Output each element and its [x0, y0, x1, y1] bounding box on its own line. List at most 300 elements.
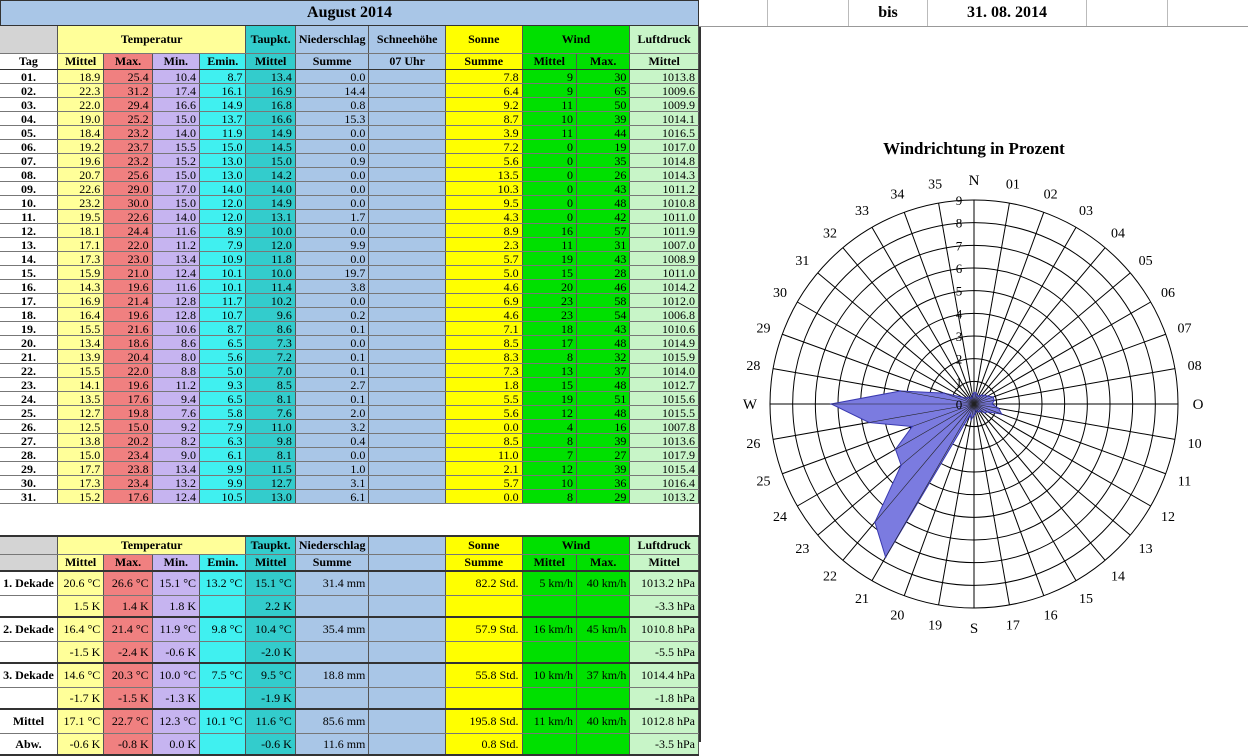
summary-cell-wind-mittel [522, 734, 576, 756]
summary-cell-mittel: -1.7 K [57, 688, 103, 710]
direction-label: 21 [855, 591, 869, 607]
subheader-tag: Tag [0, 54, 57, 70]
summary-cell-emin: 13.2 °C [200, 571, 246, 596]
radial-tick-label: 2 [955, 351, 963, 367]
direction-label: 03 [1079, 204, 1093, 220]
summary-cell-niederschlag: 85.6 mm [295, 709, 369, 734]
cell-schneehoehe [369, 196, 446, 210]
summary-cell-taupkt: -1.9 K [246, 688, 295, 710]
cell-taupkt: 11.0 [246, 420, 295, 434]
summary-row [0, 617, 699, 642]
cell-min: 10.4 [152, 70, 199, 84]
sum-sub-schnee [369, 555, 446, 572]
cell-niederschlag: 0.0 [295, 294, 369, 308]
summary-row [0, 663, 699, 688]
subheader-sonne-summe: Summe [445, 54, 522, 70]
cell-schneehoehe [369, 84, 446, 98]
cell-schneehoehe [369, 294, 446, 308]
summary-cell-sonne: 55.8 Std. [445, 663, 522, 688]
cell-wind-mittel: 12 [522, 406, 576, 420]
cell-sonne: 6.4 [445, 84, 522, 98]
summary-cell-max: -1.5 K [104, 688, 152, 710]
cell-schneehoehe [369, 70, 446, 84]
cell-max: 23.7 [104, 140, 152, 154]
cell-min: 17.0 [152, 182, 199, 196]
cell-schneehoehe [369, 126, 446, 140]
header-niederschlag: Niederschlag [295, 26, 369, 54]
summary-cell-niederschlag [295, 688, 369, 710]
cell-wind-max: 37 [576, 364, 629, 378]
data-point [972, 394, 974, 396]
radial-tick-label: 8 [955, 215, 963, 231]
direction-label: 14 [1110, 569, 1125, 585]
cell-luftdruck: 1012.0 [630, 294, 699, 308]
data-point [895, 449, 897, 451]
cell-max: 19.6 [104, 280, 152, 294]
sum-sub-corner [0, 555, 57, 572]
cell-niederschlag: 0.8 [295, 98, 369, 112]
summary-cell-wind-mittel: 11 km/h [522, 709, 576, 734]
day-label: 29. [0, 462, 57, 476]
summary-cell-luftdruck: 1012.8 hPa [630, 709, 699, 734]
day-label: 22. [0, 364, 57, 378]
summary-cell-wind-max [576, 688, 629, 710]
table-row [0, 364, 699, 378]
cell-taupkt: 8.6 [246, 322, 295, 336]
cell-emin: 11.9 [200, 126, 246, 140]
cell-wind-max: 35 [576, 154, 629, 168]
summary-cell-wind-mittel: 10 km/h [522, 663, 576, 688]
cell-emin: 7.9 [200, 238, 246, 252]
radial-tick-label: 9 [955, 193, 963, 208]
cell-sonne: 8.7 [445, 112, 522, 126]
cell-sonne: 13.5 [445, 168, 522, 182]
table-row [0, 266, 699, 280]
table-row [0, 126, 699, 140]
cell-sonne: 8.3 [445, 350, 522, 364]
cell-wind-mittel: 9 [522, 84, 576, 98]
radial-tick-label: 0 [955, 397, 963, 412]
cell-schneehoehe [369, 434, 446, 448]
table-row [0, 98, 699, 112]
day-label: 24. [0, 392, 57, 406]
summary-cell-taupkt: 15.1 °C [246, 571, 295, 596]
data-point [911, 426, 913, 428]
cell-min: 15.0 [152, 112, 199, 126]
cell-wind-max: 50 [576, 98, 629, 112]
data-point [979, 410, 981, 412]
direction-label: 32 [823, 226, 838, 242]
cell-taupkt: 13.0 [246, 490, 295, 504]
summary-label: 1. Dekade [0, 571, 57, 596]
summary-cell-mittel: -0.6 K [57, 734, 103, 756]
day-label: 01. [0, 70, 57, 84]
cell-taupkt: 16.9 [246, 84, 295, 98]
summary-cell-schneehoehe [369, 688, 446, 710]
day-label: 09. [0, 182, 57, 196]
cell-min: 15.5 [152, 140, 199, 154]
summary-cell-emin [200, 596, 246, 618]
cell-min: 11.2 [152, 378, 199, 392]
cell-sonne: 0.0 [445, 420, 522, 434]
summary-cell-schneehoehe [369, 571, 446, 596]
cell-mittel: 13.5 [57, 392, 103, 406]
cell-mittel: 15.0 [57, 448, 103, 462]
cell-max: 23.4 [104, 448, 152, 462]
day-label: 19. [0, 322, 57, 336]
direction-label: 08 [1187, 359, 1202, 375]
subheader-luft-mittel: Mittel [630, 54, 699, 70]
sum-header-sonne: Sonne [445, 536, 522, 555]
cell-emin: 13.7 [200, 112, 246, 126]
cell-min: 9.2 [152, 420, 199, 434]
day-label: 17. [0, 294, 57, 308]
cell-taupkt: 13.1 [246, 210, 295, 224]
cell-schneehoehe [369, 182, 446, 196]
cell-luftdruck: 1011.9 [630, 224, 699, 238]
cell-luftdruck: 1013.6 [630, 434, 699, 448]
table-row [0, 112, 699, 126]
header-taupkt: Taupkt. [246, 26, 295, 54]
direction-label: 26 [746, 436, 761, 452]
day-label: 02. [0, 84, 57, 98]
cell-max: 25.2 [104, 112, 152, 126]
cell-schneehoehe [369, 490, 446, 504]
sum-header-niederschlag: Niederschlag [295, 536, 369, 555]
cell-mittel: 15.2 [57, 490, 103, 504]
cell-max: 22.0 [104, 238, 152, 252]
cell-sonne: 6.9 [445, 294, 522, 308]
cell-mittel: 18.4 [57, 126, 103, 140]
cell-taupkt: 7.2 [246, 350, 295, 364]
cell-wind-mittel: 0 [522, 182, 576, 196]
cell-emin: 9.3 [200, 378, 246, 392]
sum-header-taupkt: Taupkt. [246, 536, 295, 555]
cell-taupkt: 10.2 [246, 294, 295, 308]
day-label: 28. [0, 448, 57, 462]
cell-luftdruck: 1009.9 [630, 98, 699, 112]
summary-cell-wind-max: 40 km/h [576, 571, 629, 596]
cell-emin: 12.0 [200, 196, 246, 210]
direction-label: 17 [1005, 618, 1020, 634]
cell-wind-mittel: 0 [522, 140, 576, 154]
cell-niederschlag: 9.9 [295, 238, 369, 252]
cell-sonne: 7.2 [445, 140, 522, 154]
cell-taupkt: 11.4 [246, 280, 295, 294]
summary-cell-emin [200, 688, 246, 710]
summary-cell-min: 1.8 K [152, 596, 199, 618]
data-point [973, 415, 975, 417]
summary-cell-schneehoehe [369, 642, 446, 664]
cell-schneehoehe [369, 140, 446, 154]
cell-schneehoehe [369, 364, 446, 378]
cell-niederschlag: 0.1 [295, 350, 369, 364]
data-point [992, 396, 994, 398]
table-row [0, 406, 699, 420]
cell-sonne: 5.6 [445, 406, 522, 420]
cell-wind-mittel: 19 [522, 252, 576, 266]
cell-sonne: 0.0 [445, 490, 522, 504]
day-label: 16. [0, 280, 57, 294]
cell-wind-max: 48 [576, 336, 629, 350]
subheader-emin: Emin. [200, 54, 246, 70]
cell-sonne: 5.0 [445, 266, 522, 280]
cell-niederschlag: 0.0 [295, 182, 369, 196]
radial-tick-label: 1 [955, 374, 963, 390]
summary-cell-sonne: 57.9 Std. [445, 617, 522, 642]
cell-emin: 5.8 [200, 406, 246, 420]
cell-emin: 8.7 [200, 322, 246, 336]
cell-luftdruck: 1014.8 [630, 154, 699, 168]
cell-mittel: 13.9 [57, 350, 103, 364]
data-point [976, 395, 978, 397]
direction-label: 25 [756, 474, 771, 490]
cell-wind-max: 44 [576, 126, 629, 140]
cell-min: 9.0 [152, 448, 199, 462]
cell-sonne: 7.3 [445, 364, 522, 378]
corner-cell [0, 26, 57, 54]
cell-niederschlag: 19.7 [295, 266, 369, 280]
cell-wind-max: 30 [576, 70, 629, 84]
summary-cell-sonne: 0.8 Std. [445, 734, 522, 756]
summary-label: 2. Dekade [0, 617, 57, 642]
cell-schneehoehe [369, 252, 446, 266]
data-point [975, 392, 977, 394]
cell-sonne: 4.6 [445, 280, 522, 294]
cell-sonne: 8.5 [445, 336, 522, 350]
cell-wind-max: 36 [576, 476, 629, 490]
cell-sonne: 4.3 [445, 210, 522, 224]
table-row [0, 168, 699, 182]
summary-cell-min: 10.0 °C [152, 663, 199, 688]
data-point [969, 414, 971, 416]
direction-label: 06 [1160, 286, 1175, 301]
cell-min: 14.0 [152, 126, 199, 140]
sum-corner-cell [0, 536, 57, 555]
summary-cell-sonne: 82.2 Std. [445, 571, 522, 596]
table-row [0, 70, 699, 84]
cell-emin: 10.7 [200, 308, 246, 322]
cell-schneehoehe [369, 476, 446, 490]
summary-cell-max: 22.7 °C [104, 709, 152, 734]
cell-max: 17.6 [104, 490, 152, 504]
table-row [0, 308, 699, 322]
sum-header-luftdruck: Luftdruck [630, 536, 699, 555]
cell-luftdruck: 1014.1 [630, 112, 699, 126]
data-point [998, 408, 1000, 410]
cell-luftdruck: 1014.3 [630, 168, 699, 182]
cell-min: 15.0 [152, 196, 199, 210]
summary-cell-taupkt: -0.6 K [246, 734, 295, 756]
summary-cell-niederschlag [295, 642, 369, 664]
direction-label: 28 [746, 359, 761, 375]
table-row [0, 336, 699, 350]
cell-niederschlag: 0.0 [295, 70, 369, 84]
cell-luftdruck: 1011.0 [630, 266, 699, 280]
cell-mittel: 17.3 [57, 252, 103, 266]
summary-cell-schneehoehe [369, 734, 446, 756]
summary-cell-niederschlag: 11.6 mm [295, 734, 369, 756]
cell-luftdruck: 1017.0 [630, 140, 699, 154]
table-row [0, 434, 699, 448]
day-label: 12. [0, 224, 57, 238]
cell-schneehoehe [369, 406, 446, 420]
summary-cell-taupkt: 2.2 K [246, 596, 295, 618]
cell-min: 12.8 [152, 308, 199, 322]
cell-emin: 13.0 [200, 168, 246, 182]
cell-schneehoehe [369, 322, 446, 336]
cell-taupkt: 8.5 [246, 378, 295, 392]
cell-taupkt: 12.7 [246, 476, 295, 490]
cell-luftdruck: 1011.2 [630, 182, 699, 196]
summary-cell-wind-max [576, 642, 629, 664]
cell-luftdruck: 1006.8 [630, 308, 699, 322]
cell-max: 29.4 [104, 98, 152, 112]
summary-cell-luftdruck: -5.5 hPa [630, 642, 699, 664]
cell-wind-mittel: 0 [522, 168, 576, 182]
cell-luftdruck: 1017.9 [630, 448, 699, 462]
cell-taupkt: 10.0 [246, 266, 295, 280]
summary-cell-taupkt: 9.5 °C [246, 663, 295, 688]
cardinal-o-label: O [1192, 397, 1204, 413]
cell-schneehoehe [369, 280, 446, 294]
cell-sonne: 7.8 [445, 70, 522, 84]
cell-wind-mittel: 13 [522, 364, 576, 378]
cell-luftdruck: 1014.9 [630, 336, 699, 350]
direction-label: 12 [1160, 510, 1175, 525]
cell-sonne: 5.6 [445, 154, 522, 168]
data-point [975, 412, 977, 414]
direction-label: 13 [1138, 541, 1153, 557]
direction-label: 30 [773, 286, 788, 301]
cell-wind-mittel: 23 [522, 308, 576, 322]
cell-mittel: 15.9 [57, 266, 103, 280]
cell-min: 10.6 [152, 322, 199, 336]
summary-row [0, 688, 699, 710]
daily-table [0, 26, 699, 504]
cell-niederschlag: 0.1 [295, 322, 369, 336]
cell-sonne: 4.6 [445, 308, 522, 322]
data-point [973, 392, 975, 394]
data-point [984, 412, 986, 414]
cell-min: 11.2 [152, 238, 199, 252]
cell-wind-mittel: 8 [522, 350, 576, 364]
day-label: 27. [0, 434, 57, 448]
wind-rose-chart [701, 27, 1248, 740]
summary-cell-mittel: 20.6 °C [57, 571, 103, 596]
cell-niederschlag: 0.0 [295, 448, 369, 462]
table-row [0, 378, 699, 392]
day-label: 10. [0, 196, 57, 210]
cell-wind-max: 48 [576, 406, 629, 420]
table-row [0, 238, 699, 252]
day-label: 30. [0, 476, 57, 490]
summary-cell-min: 15.1 °C [152, 571, 199, 596]
cell-taupkt: 13.4 [246, 70, 295, 84]
cell-niederschlag: 3.8 [295, 280, 369, 294]
cell-emin: 15.0 [200, 140, 246, 154]
sum-sub-nied: Summe [295, 555, 369, 572]
sum-sub-mittel: Mittel [57, 555, 103, 572]
cell-luftdruck: 1016.4 [630, 476, 699, 490]
summary-label: 3. Dekade [0, 663, 57, 688]
cell-schneehoehe [369, 168, 446, 182]
summary-cell-taupkt: 11.6 °C [246, 709, 295, 734]
cell-emin: 7.9 [200, 420, 246, 434]
cell-wind-mittel: 15 [522, 378, 576, 392]
day-label: 14. [0, 252, 57, 266]
cell-mittel: 19.5 [57, 210, 103, 224]
header-sonne: Sonne [445, 26, 522, 54]
period-blank-4 [1168, 0, 1248, 26]
cell-luftdruck: 1009.6 [630, 84, 699, 98]
summary-cell-niederschlag: 18.8 mm [295, 663, 369, 688]
table-row [0, 420, 699, 434]
cardinal-n-label: N [968, 173, 980, 189]
cell-max: 19.6 [104, 378, 152, 392]
summary-cell-mittel: 16.4 °C [57, 617, 103, 642]
summary-cell-max: 1.4 K [104, 596, 152, 618]
cell-sonne: 3.9 [445, 126, 522, 140]
direction-label: 35 [928, 177, 943, 193]
summary-row [0, 734, 699, 756]
summary-cell-max: -2.4 K [104, 642, 152, 664]
cell-schneehoehe [369, 308, 446, 322]
cell-min: 16.6 [152, 98, 199, 112]
cell-min: 11.6 [152, 280, 199, 294]
cell-wind-max: 46 [576, 280, 629, 294]
cell-sonne: 2.3 [445, 238, 522, 252]
cell-wind-max: 39 [576, 112, 629, 126]
summary-cell-sonne [445, 596, 522, 618]
cell-mittel: 14.3 [57, 280, 103, 294]
summary-cell-schneehoehe [369, 663, 446, 688]
cell-taupkt: 11.8 [246, 252, 295, 266]
cell-taupkt: 15.0 [246, 154, 295, 168]
cell-schneehoehe [369, 210, 446, 224]
cell-luftdruck: 1013.2 [630, 490, 699, 504]
table-row [0, 476, 699, 490]
cell-sonne: 1.8 [445, 378, 522, 392]
direction-label: 10 [1187, 436, 1202, 452]
summary-cell-niederschlag: 35.4 mm [295, 617, 369, 642]
summary-label: Abw. [0, 734, 57, 756]
summary-cell-luftdruck: 1010.8 hPa [630, 617, 699, 642]
summary-cell-emin [200, 734, 246, 756]
table-row [0, 294, 699, 308]
summary-cell-wind-max [576, 596, 629, 618]
cell-emin: 8.7 [200, 70, 246, 84]
day-label: 18. [0, 308, 57, 322]
cell-min: 12.4 [152, 266, 199, 280]
cell-max: 22.6 [104, 210, 152, 224]
cell-mittel: 13.8 [57, 434, 103, 448]
cell-wind-mittel: 11 [522, 126, 576, 140]
cell-niederschlag: 0.0 [295, 140, 369, 154]
cell-schneehoehe [369, 350, 446, 364]
day-label: 11. [0, 210, 57, 224]
cell-schneehoehe [369, 154, 446, 168]
cell-taupkt: 16.8 [246, 98, 295, 112]
sum-header-schnee [369, 536, 446, 555]
cell-emin: 8.9 [200, 224, 246, 238]
day-label: 26. [0, 420, 57, 434]
summary-row [0, 571, 699, 596]
radial-tick-label: 7 [955, 238, 963, 254]
cell-wind-mittel: 7 [522, 448, 576, 462]
cell-wind-max: 57 [576, 224, 629, 238]
subheader-wind-max: Max. [576, 54, 629, 70]
